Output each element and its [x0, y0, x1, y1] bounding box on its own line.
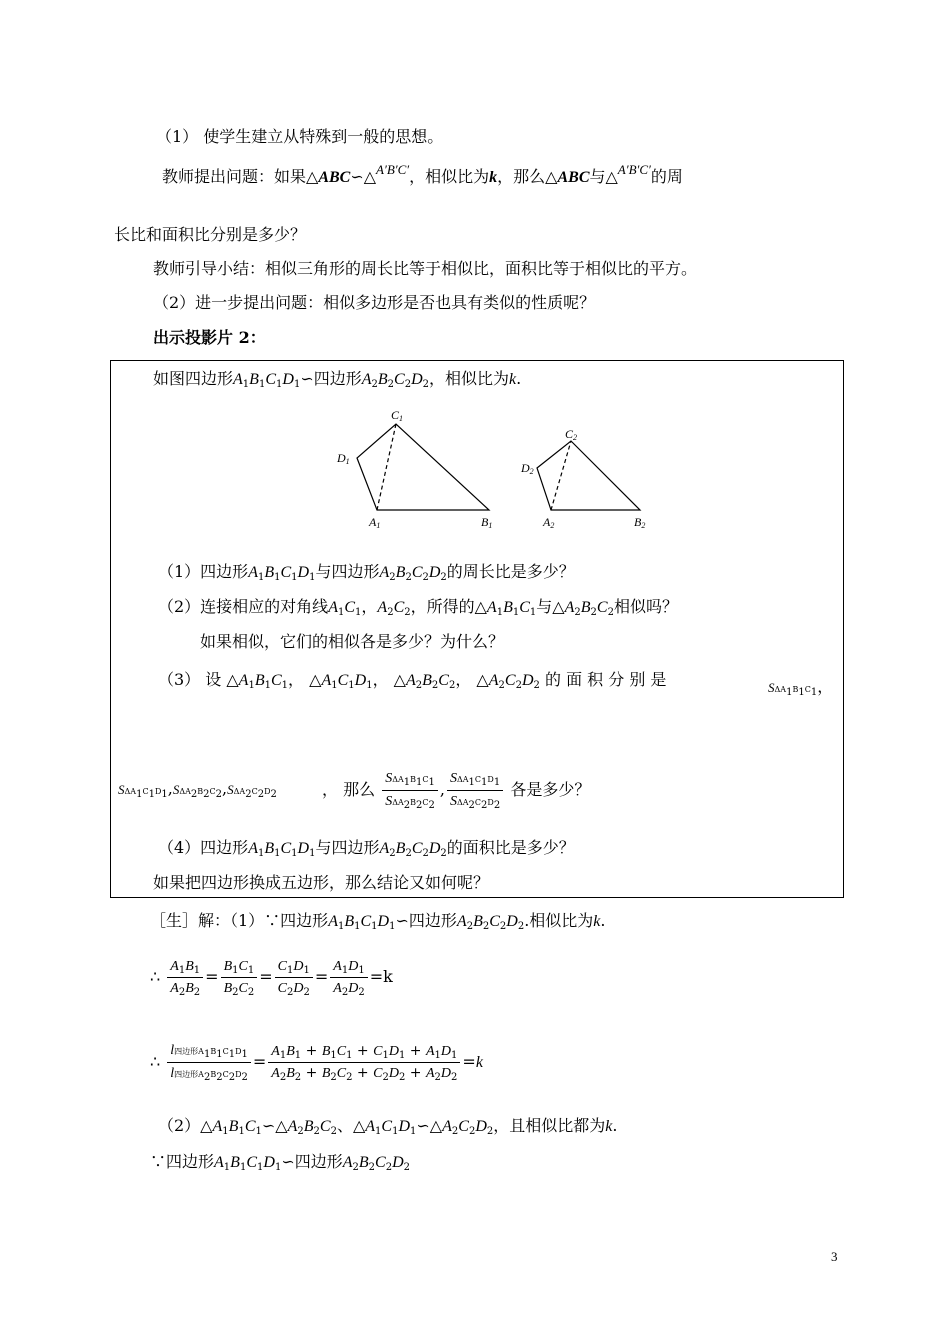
label-a1: A1 — [369, 515, 381, 530]
quadrilateral-figure — [325, 400, 675, 535]
quadrilateral-2 — [537, 441, 640, 510]
solution-2: $(2)\triangle A_1B_1C_1∽\triangle A_2B_2C_2$、$\triangle A_1C_1D_1∽\triangle A_2C_2D_2$，且相似比都为k. — [158, 1116, 618, 1137]
box-question-2: （2）连接相应的对角线$A_1C_1$，$A_2C_2$，所得的$\triangle A_1B_1C_1$与$\triangle A_2B_2C_2$相似吗？ — [158, 597, 678, 618]
solution-1: ［生］解：（1）∵四边形$A_1B_1C_1D_1∽$四边形$A_2B_2C_2D_2$.相似比为k. — [150, 911, 606, 932]
page-number: 3 — [831, 1249, 838, 1264]
label-d1: D1 — [337, 451, 350, 466]
perimeter-ratio-equation: ∴ $\frac{l四边形A_1B_1C_1D_1}{l四边形A_2B_2C_2D_2}$ = $\frac{A_1B_1 + B_1C_1 + C_1D_1 + A_1D_1}{A_2B_2 + B_2C_2 + C_2D_2 + A_2D_2}$ =k — [150, 1043, 483, 1083]
area-symbols-row: $S\Delta A_1C_1D_1,S\Delta A_2B_2C_2,S\Delta A_2C_2D_2$ — [118, 779, 277, 800]
label-b2: B2 — [634, 515, 646, 530]
area-symbol-1: $S\Delta A_1B_1C_1$， — [768, 677, 834, 698]
side-ratio-equation: ∴ $\frac{A_1B_1}{A_2B_2}$ = $\frac{B_1C_1}{B_2C_2}$ = $\frac{C_1D_1}{C_2D_2}$ = $\frac{A_1D_1}{A_2D_2}$ =k — [150, 959, 393, 998]
teacher-summary: 教师引导小结：相似三角形的周长比等于相似比，面积比等于相似比的平方。 — [153, 259, 698, 278]
box-question-4: （4）四边形$A_1B_1C_1D_1$与四边形$A_2B_2C_2D_2$的面积比是多少？ — [158, 838, 575, 859]
box-question-2-line2: 如果相似，它们的相似各是多少？为什么？ — [200, 632, 505, 651]
box-question-5: 如果把四边形换成五边形，那么结论又如何呢？ — [153, 873, 490, 892]
solution-3: ∵四边形$A_1B_1C_1D_1∽$四边形$A_2B_2C_2D_2$ — [150, 1152, 411, 1173]
teacher-question-line2: 长比和面积比分别是多少？ — [114, 225, 307, 244]
box-question-3: （3） 设 $\triangle A_1B_1C_1$， $\triangle A_1C_1D_1$， $\triangle A_2B_2C_2$， $\triangle A_2C_2D_2$ 的 面 积 分 别 是 — [158, 670, 667, 691]
paragraph-2: （2）进一步提出问题：相似多边形是否也具有类似的性质呢？ — [153, 293, 596, 312]
diagonal-a2c2 — [551, 441, 571, 510]
label-b1: B1 — [481, 515, 493, 530]
label-a2: A2 — [543, 515, 555, 530]
slide-title: 出示投影片 2： — [153, 328, 266, 347]
area-ratio-question: ， 那么 $\frac{S\Delta A_1B_1C_1}{S\Delta A_2B_2C_2}$ , $\frac{S\Delta A_1C_1D_1}{S\Delta A_2C_2D_2}$ 各是多少？ — [322, 771, 591, 811]
box-question-1: （1）四边形$A_1B_1C_1D_1$与四边形$A_2B_2C_2D_2$的周长比是多少？ — [158, 562, 575, 583]
label-c2: C2 — [565, 427, 578, 442]
label-d2: D2 — [521, 461, 534, 476]
area-ratio-2: $\frac{S\Delta A_1C_1D_1}{S\Delta A_2C_2D_2}$ — [447, 770, 503, 811]
teacher-question: 教师提出问题：如果△ABC∽△$^{A'B'C'}$，相似比为k，那么△ABC与△$^{A'B'C'}$的周 — [162, 162, 683, 186]
area-ratio-1: $\frac{S\Delta A_1B_1C_1}{S\Delta A_2B_2C_2}$ — [382, 770, 438, 811]
label-c1: C1 — [391, 408, 404, 423]
paragraph-1: （1） 使学生建立从特殊到一般的思想。 — [156, 127, 444, 146]
box-intro: 如图四边形$A_1B_1C_1D_1∽$四边形$A_2B_2C_2D_2$，相似比为k. — [153, 369, 522, 390]
diagonal-a1c1 — [377, 424, 396, 510]
quadrilateral-1 — [357, 424, 489, 510]
